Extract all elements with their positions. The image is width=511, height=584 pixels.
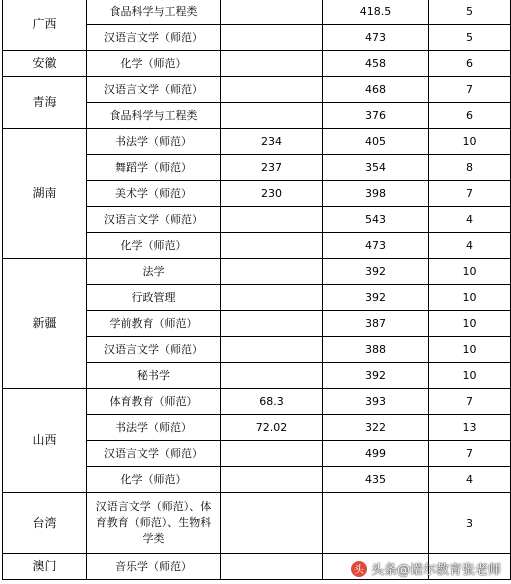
score2-cell: 398 bbox=[323, 181, 429, 207]
count-cell: 4 bbox=[429, 467, 511, 493]
score2-cell: 354 bbox=[323, 155, 429, 181]
score1-cell bbox=[221, 77, 323, 103]
score2-cell: 392 bbox=[323, 285, 429, 311]
score1-cell bbox=[221, 0, 323, 25]
province-cell: 台湾 bbox=[3, 493, 87, 554]
score1-cell bbox=[221, 467, 323, 493]
table-row bbox=[3, 259, 511, 285]
major-cell: 法学 bbox=[87, 259, 221, 285]
score2-cell: 393 bbox=[323, 389, 429, 415]
count-cell: 7 bbox=[429, 181, 511, 207]
score2-cell: 499 bbox=[323, 441, 429, 467]
province-cell: 安徽 bbox=[3, 51, 87, 77]
score1-cell bbox=[221, 25, 323, 51]
major-cell: 汉语言文学（师范） bbox=[87, 337, 221, 363]
count-cell: 8 bbox=[429, 155, 511, 181]
count-cell: 10 bbox=[429, 285, 511, 311]
count-cell: 4 bbox=[429, 207, 511, 233]
count-cell: 10 bbox=[429, 363, 511, 389]
watermark bbox=[351, 559, 501, 578]
major-cell: 汉语言文学（师范）、体育教育（师范）、生物科学类 bbox=[87, 493, 221, 554]
score1-cell bbox=[221, 285, 323, 311]
score2-cell: 388 bbox=[323, 337, 429, 363]
count-cell: 10 bbox=[429, 129, 511, 155]
score1-cell: 230 bbox=[221, 181, 323, 207]
score1-cell bbox=[221, 259, 323, 285]
score2-cell: 458 bbox=[323, 51, 429, 77]
count-cell: 7 bbox=[429, 389, 511, 415]
toutiao-logo-icon: 头 bbox=[351, 561, 367, 577]
major-cell: 书法学（师范） bbox=[87, 415, 221, 441]
province-cell: 青海 bbox=[3, 77, 87, 129]
score1-cell bbox=[221, 554, 323, 580]
score1-cell: 234 bbox=[221, 129, 323, 155]
score1-cell bbox=[221, 207, 323, 233]
count-cell: 3 bbox=[429, 493, 511, 554]
score1-cell: 237 bbox=[221, 155, 323, 181]
major-cell: 书法学（师范） bbox=[87, 129, 221, 155]
score2-cell: 543 bbox=[323, 207, 429, 233]
score1-cell bbox=[221, 363, 323, 389]
province-cell: 新疆 bbox=[3, 259, 87, 389]
score1-cell bbox=[221, 233, 323, 259]
count-cell: 6 bbox=[429, 51, 511, 77]
major-cell: 食品科学与工程类 bbox=[87, 103, 221, 129]
province-cell: 湖南 bbox=[3, 129, 87, 259]
province-cell: 澳门 bbox=[3, 554, 87, 580]
major-cell: 美术学（师范） bbox=[87, 181, 221, 207]
score1-cell bbox=[221, 493, 323, 554]
score2-cell: 418.5 bbox=[323, 0, 429, 25]
score1-cell: 72.02 bbox=[221, 415, 323, 441]
province-cell: 广西 bbox=[3, 0, 87, 51]
count-cell: 5 bbox=[429, 0, 511, 25]
table-body bbox=[3, 0, 511, 580]
count-cell: 7 bbox=[429, 77, 511, 103]
major-cell: 汉语言文学（师范） bbox=[87, 25, 221, 51]
admission-score-table bbox=[2, 0, 511, 580]
province-cell: 山西 bbox=[3, 389, 87, 493]
count-cell: 10 bbox=[429, 337, 511, 363]
score1-cell bbox=[221, 337, 323, 363]
major-cell: 秘书学 bbox=[87, 363, 221, 389]
score2-cell: 392 bbox=[323, 363, 429, 389]
score1-cell: 68.3 bbox=[221, 389, 323, 415]
major-cell: 体育教育（师范） bbox=[87, 389, 221, 415]
count-cell: 6 bbox=[429, 103, 511, 129]
count-cell: 10 bbox=[429, 311, 511, 337]
score2-cell bbox=[323, 493, 429, 554]
score2-cell: 435 bbox=[323, 467, 429, 493]
table-row bbox=[3, 493, 511, 554]
score2-cell: 387 bbox=[323, 311, 429, 337]
major-cell: 化学（师范） bbox=[87, 51, 221, 77]
count-cell: 10 bbox=[429, 259, 511, 285]
major-cell: 汉语言文学（师范） bbox=[87, 77, 221, 103]
table-row bbox=[3, 77, 511, 103]
score2-cell: 376 bbox=[323, 103, 429, 129]
major-cell: 汉语言文学（师范） bbox=[87, 207, 221, 233]
score1-cell bbox=[221, 441, 323, 467]
count-cell: 5 bbox=[429, 25, 511, 51]
score2-cell: 322 bbox=[323, 415, 429, 441]
table-row bbox=[3, 129, 511, 155]
major-cell: 学前教育（师范） bbox=[87, 311, 221, 337]
major-cell: 汉语言文学（师范） bbox=[87, 441, 221, 467]
count-cell: 13 bbox=[429, 415, 511, 441]
score1-cell bbox=[221, 51, 323, 77]
score1-cell bbox=[221, 311, 323, 337]
score1-cell bbox=[221, 103, 323, 129]
table-row bbox=[3, 389, 511, 415]
major-cell: 食品科学与工程类 bbox=[87, 0, 221, 25]
major-cell: 化学（师范） bbox=[87, 233, 221, 259]
count-cell: 4 bbox=[429, 233, 511, 259]
score2-cell: 392 bbox=[323, 259, 429, 285]
watermark-text: 头条@诺尔教育张老师 bbox=[370, 563, 501, 578]
table-row bbox=[3, 0, 511, 25]
table-row bbox=[3, 51, 511, 77]
major-cell: 舞蹈学（师范） bbox=[87, 155, 221, 181]
score2-cell: 405 bbox=[323, 129, 429, 155]
score2-cell: 473 bbox=[323, 25, 429, 51]
major-cell: 音乐学（师范） bbox=[87, 554, 221, 580]
count-cell: 7 bbox=[429, 441, 511, 467]
score2-cell: 468 bbox=[323, 77, 429, 103]
major-cell: 行政管理 bbox=[87, 285, 221, 311]
major-cell: 化学（师范） bbox=[87, 467, 221, 493]
score2-cell: 473 bbox=[323, 233, 429, 259]
